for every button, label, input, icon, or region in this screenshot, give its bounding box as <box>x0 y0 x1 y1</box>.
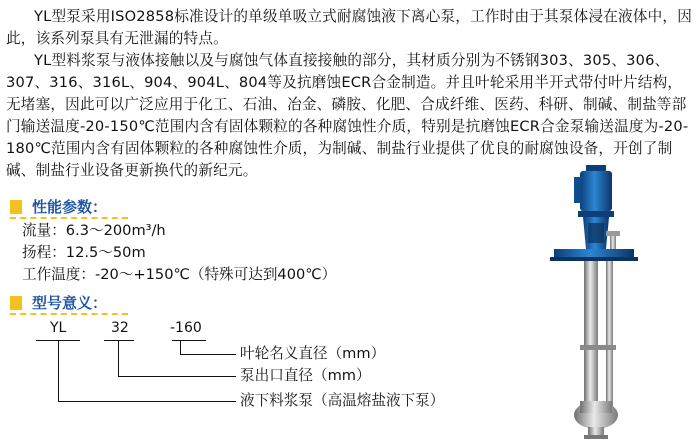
leader-line-yl-h <box>58 401 236 402</box>
flow-param: 流量：6.3～200m³/h <box>22 222 166 239</box>
pump-type-label: 液下料浆泵（高温熔盐液下泵） <box>240 392 445 409</box>
intro-paragraph-2: YL型料浆泵与液体接触以及与腐蚀气体直接接触的部分，其材质分别为不锈钢303、305、306、307、316、316L、904、904L、804等及抗磨蚀ECR合金制造。并且叶轮采用半开式带付叶片结构，无堵塞，因此可以广泛应用于化工、石油、冶金、磷胺、化肥、合成纤维、医药、科研、制碱、制盐等部门输送温度-20-150℃范围内含有固体颗粒的各种腐蚀性介质，特别是抗磨蚀ECR合金泵输送温度为-20-180℃范围内含有固体颗粒的各种腐蚀性介质，为制碱、制盐行业提供了优良的耐腐蚀设备，开创了制碱、制盐行业设备更新换代的新纪元。 <box>6 52 689 179</box>
title-marker-icon <box>10 200 22 214</box>
head-param: 扬程：12.5～50m <box>22 244 146 261</box>
model-code-yl: YL <box>50 320 67 336</box>
impeller-diameter-label: 叶轮名义直径（mm） <box>240 345 386 362</box>
title-underline <box>10 313 128 315</box>
performance-section-title: 性能参数： <box>10 196 140 218</box>
leader-line-160 <box>180 340 181 354</box>
outlet-diameter-label: 泵出口直径（mm） <box>240 367 371 384</box>
leader-line-yl <box>58 340 59 401</box>
temperature-param: 工作温度：-20～+150℃（特殊可达到400℃） <box>22 266 337 283</box>
model-section-title: 型号意义： <box>10 292 140 314</box>
intro-paragraph-1: YL型泵采用ISO2858标准设计的单级单吸立式耐腐蚀液下离心泵，工作时由于其泵体浸在液体中，因此，该系列泵具有无泄漏的特点。 <box>6 8 692 47</box>
model-code-160: -160 <box>170 320 202 336</box>
title-marker-icon <box>10 296 22 310</box>
intro-text <box>6 6 696 182</box>
model-code-32: 32 <box>111 320 129 336</box>
title-underline <box>10 217 128 219</box>
code-underline-160 <box>172 340 206 341</box>
leader-line-32 <box>118 340 119 376</box>
vertical-pump-illustration <box>540 165 650 440</box>
code-underline-32 <box>104 340 134 341</box>
leader-line-160-h <box>180 354 236 355</box>
leader-line-32-h <box>118 376 236 377</box>
